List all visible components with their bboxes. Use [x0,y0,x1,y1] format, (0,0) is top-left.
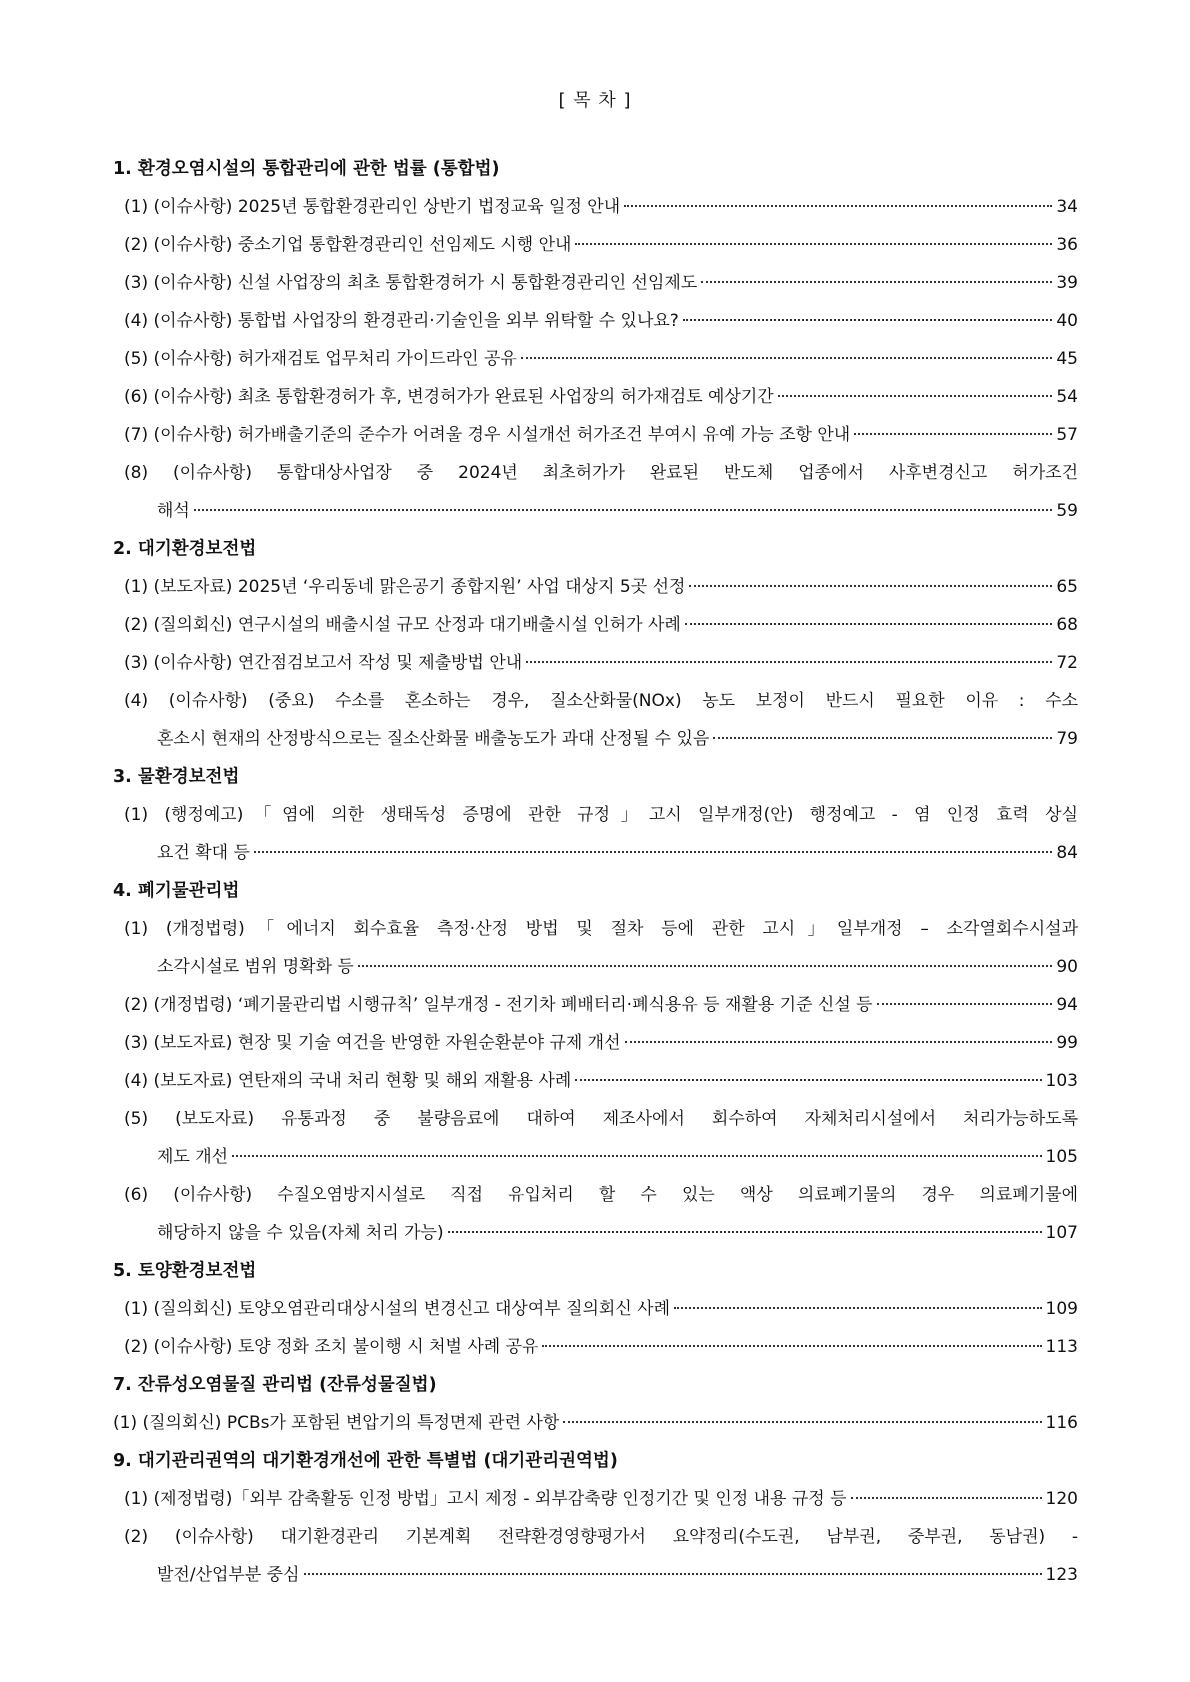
toc-entry-text: (1) (제정법령)「외부 감축활동 인정 방법」고시 제정 - 외부감축량 인정기간 및 인정 내용 규정 등 [124,1489,847,1509]
page-number: 105 [1045,1147,1078,1167]
toc-entry-text: (3) (이슈사항) 연간점검보고서 작성 및 제출방법 안내 [124,653,523,673]
toc-entry[interactable] [113,986,1078,1024]
page-number: 120 [1045,1489,1078,1509]
toc-entry-text: (5) (이슈사항) 허가재검토 업무처리 가이드라인 공유 [124,349,517,369]
page-number: 72 [1056,653,1078,673]
dot-leader [778,395,1053,397]
toc-entry[interactable] [113,454,1078,530]
toc-entry[interactable] [113,1024,1078,1062]
toc-entry-text: (8) (이슈사항) 통합대상사업장 중 2024년 최초허가가 완료된 반도체 업종에서 사후변경신고 허가조건 [124,463,1078,483]
page-number: 84 [1056,843,1078,863]
toc-entry[interactable] [113,644,1078,682]
toc-entry-text: (4) (이슈사항) 통합법 사업장의 환경관리·기술인을 외부 위탁할 수 있나요? [124,311,679,331]
toc-entry-text: (1) (보도자료) 2025년 ‘우리동네 맑은공기 종합지원’ 사업 대상지 5곳 선정 [124,577,686,597]
toc-entry-text: (3) (보도자료) 현장 및 기술 여건을 반영한 자원순환분야 규제 개선 [124,1033,621,1053]
toc-entry-text: 해당하지 않을 수 있음(자체 처리 가능) [157,1223,444,1243]
dot-leader [854,433,1052,435]
dot-leader [701,281,1052,283]
page-number: 54 [1056,387,1078,407]
dot-leader [563,1421,1041,1423]
dot-leader [877,1003,1053,1005]
page-number: 79 [1056,729,1078,749]
toc-entry[interactable] [113,606,1078,644]
dot-leader [713,737,1052,739]
toc-entry[interactable] [113,796,1078,872]
toc-entry-text: (2) (질의회신) 연구시설의 배출시설 규모 산정과 대기배출시설 인허가 사례 [124,615,681,635]
page-number: 113 [1045,1337,1078,1357]
toc-entry[interactable] [113,378,1078,416]
toc-entry[interactable] [113,1480,1078,1518]
toc-entry-text: (2) (이슈사항) 토양 정화 조치 불이행 시 처벌 사례 공유 [124,1337,539,1357]
table-of-contents [113,150,1078,1594]
page-number: 103 [1045,1071,1078,1091]
toc-entry[interactable] [113,1328,1078,1366]
dot-leader [625,1041,1053,1043]
dot-leader [674,1307,1042,1309]
toc-entry-text: (2) (이슈사항) 중소기업 통합환경관리인 선임제도 시행 안내 [124,235,572,255]
section-heading: 1. 환경오염시설의 통합관리에 관한 법률 (통합법) [113,159,500,179]
page-number: 94 [1056,995,1078,1015]
dot-leader [232,1155,1041,1157]
section-heading: 4. 폐기물관리법 [113,881,240,901]
page-number: 40 [1056,311,1078,331]
toc-entry-text: (1) (질의회신) 토양오염관리대상시설의 변경신고 대상여부 질의회신 사례 [124,1299,671,1319]
page-number: 107 [1045,1223,1078,1243]
section-heading: 9. 대기관리권역의 대기환경개선에 관한 특별법 (대기관리권역법) [113,1451,618,1471]
page-number: 123 [1045,1565,1078,1585]
dot-leader [254,851,1052,853]
toc-entry-text: (4) (이슈사항) (중요) 수소를 혼소하는 경우, 질소산화물(NOx) 농도 보정이 반드시 필요한 이유 : 수소 [124,691,1078,711]
toc-entry-text: (1) (이슈사항) 2025년 통합환경관리인 상반기 법정교육 일정 안내 [124,197,621,217]
dot-leader [304,1573,1042,1575]
dot-leader [194,509,1053,511]
toc-entry-text: (7) (이슈사항) 허가배출기준의 준수가 어려울 경우 시설개선 허가조건 부여시 유예 가능 조항 안내 [124,425,851,445]
section-heading: 2. 대기환경보전법 [113,539,257,559]
toc-entry[interactable] [113,340,1078,378]
toc-entry[interactable] [113,910,1078,986]
toc-entry[interactable] [113,188,1078,226]
toc-entry-text: (3) (이슈사항) 신설 사업장의 최초 통합환경허가 시 통합환경관리인 선임제도 [124,273,698,293]
toc-entry-text: (2) (개정법령) ‘폐기물관리법 시행규칙’ 일부개정 - 전기차 폐배터리·폐식용유 등 재활용 기준 신설 등 [124,995,873,1015]
toc-entry[interactable] [113,1404,1078,1442]
toc-entry-text: 제도 개선 [157,1147,229,1167]
toc-entry-text: (1) (질의회신) PCBs가 포함된 변압기의 특정면제 관련 사항 [113,1413,560,1433]
toc-entry-text: (1) (개정법령)「에너지 회수효율 측정·산정 방법 및 절차 등에 관한 고시」일부개정 – 소각열회수시설과 [124,919,1078,939]
toc-entry[interactable] [113,416,1078,454]
page-number: 90 [1056,957,1078,977]
toc-entry[interactable] [113,1518,1078,1594]
toc-entry-text: 혼소시 현재의 산정방식으로는 질소산화물 배출농도가 과대 산정될 수 있음 [157,729,710,749]
page-number: 65 [1056,577,1078,597]
dot-leader [575,1079,1041,1081]
toc-entry[interactable] [113,302,1078,340]
toc-entry[interactable] [113,1176,1078,1252]
page-number: 116 [1045,1413,1078,1433]
toc-entry[interactable] [113,682,1078,758]
page-number: 99 [1056,1033,1078,1053]
toc-entry-text: (4) (보도자료) 연탄재의 국내 처리 현황 및 해외 재활용 사례 [124,1071,572,1091]
toc-entry[interactable] [113,226,1078,264]
dot-leader [521,357,1053,359]
toc-entry-text: 발전/산업부분 중심 [157,1565,300,1585]
toc-entry-text: 해석 [157,501,190,521]
toc-entry[interactable] [113,264,1078,302]
page-number: 34 [1056,197,1078,217]
dot-leader [575,243,1052,245]
page-number: 39 [1056,273,1078,293]
toc-entry-text: (2) (이슈사항) 대기환경관리 기본계획 전략환경영향평가서 요약정리(수도권, 남부권, 중부권, 동남권) - [124,1527,1078,1547]
page-number: 45 [1056,349,1078,369]
toc-title: [ 목 차 ] [558,90,632,111]
dot-leader [851,1497,1042,1499]
page-number: 57 [1056,425,1078,445]
toc-entry-text: (5) (보도자료) 유통과정 중 불량음료에 대하여 제조사에서 회수하여 자체처리시설에서 처리가능하도록 [124,1109,1078,1129]
section-heading: 5. 토양환경보전법 [113,1261,257,1281]
toc-entry-text: (6) (이슈사항) 최초 통합환경허가 후, 변경허가가 완료된 사업장의 허가재검토 예상기간 [124,387,774,407]
toc-entry[interactable] [113,1062,1078,1100]
toc-entry-text: (1) (행정예고)「염에 의한 생태독성 증명에 관한 규정」고시 일부개정(안) 행정예고 - 염 인정 효력 상실 [124,805,1078,825]
dot-leader [448,1231,1042,1233]
dot-leader [542,1345,1041,1347]
toc-entry-text: 소각시설로 범위 명확화 등 [157,957,354,977]
section-heading: 7. 잔류성오염물질 관리법 (잔류성물질법) [113,1375,437,1395]
dot-leader [624,205,1052,207]
page-number: 109 [1045,1299,1078,1319]
toc-entry-text: 요건 확대 등 [157,843,250,863]
toc-entry-text: (6) (이슈사항) 수질오염방지시설로 직접 유입처리 할 수 있는 액상 의료폐기물의 경우 의료폐기물에 [124,1185,1078,1205]
page-number: 68 [1056,615,1078,635]
toc-entry[interactable] [113,1100,1078,1176]
dot-leader [358,965,1053,967]
dot-leader [689,585,1052,587]
section-heading: 3. 물환경보전법 [113,767,240,787]
dot-leader [683,319,1053,321]
toc-entry[interactable] [113,1290,1078,1328]
page-number: 59 [1056,501,1078,521]
toc-entry[interactable] [113,568,1078,606]
dot-leader [526,661,1052,663]
page-number: 36 [1056,235,1078,255]
dot-leader [685,623,1053,625]
